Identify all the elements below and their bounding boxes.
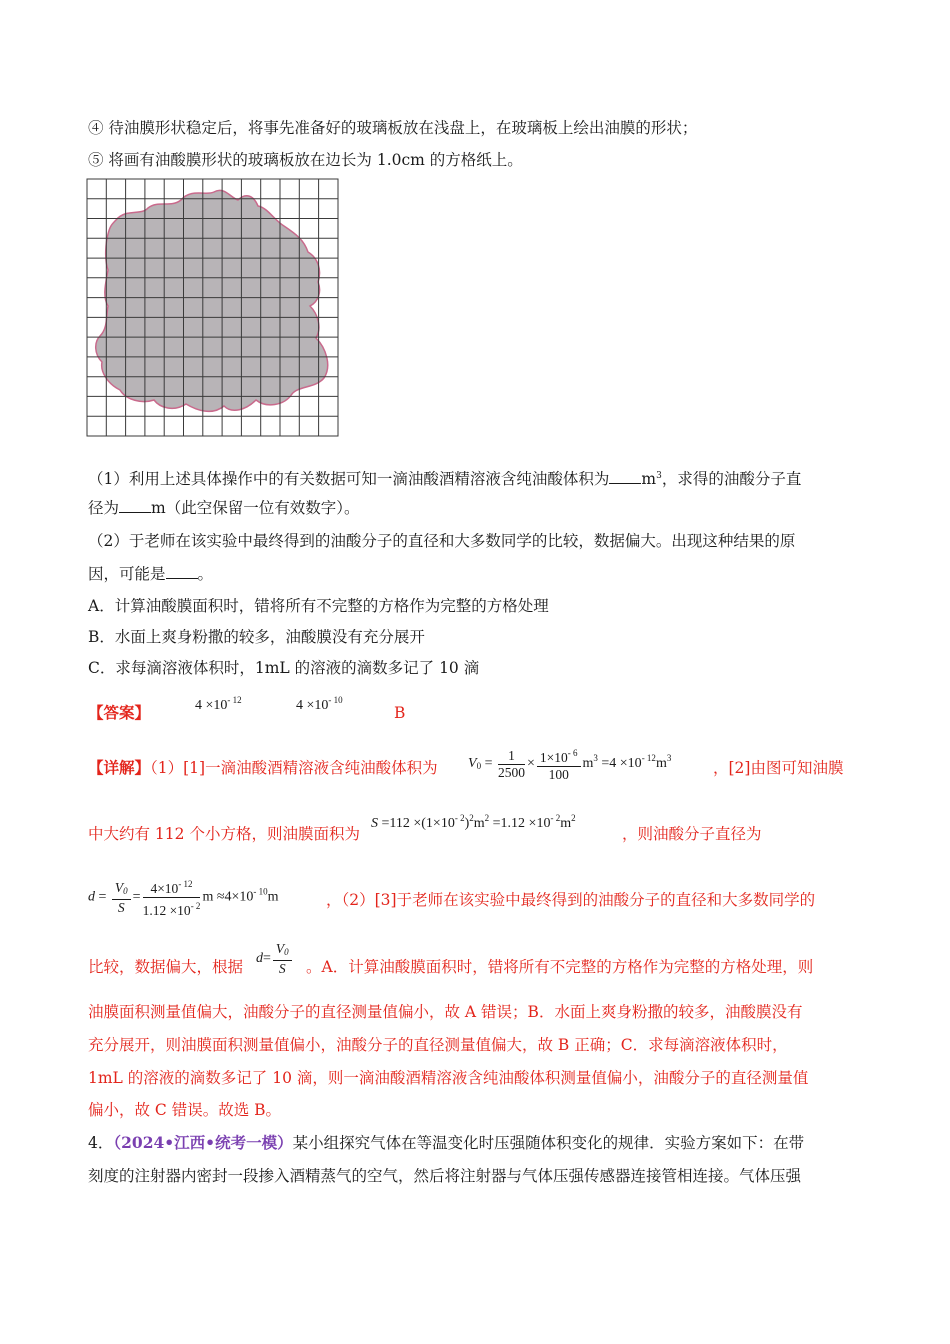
detail-text-8: 偏小，故 C 错误。故选 B。 — [88, 1101, 282, 1119]
step-5: ⑤ 将画有油酸膜形状的玻璃板放在边长为 1.0cm 的方格纸上。 — [88, 151, 523, 169]
formula-v0-eq: = — [484, 756, 493, 772]
fraction-d2-den-base: 1.12 ×10 — [142, 903, 191, 918]
formula-v0-sub: 0 — [476, 761, 482, 772]
option-a: A．计算油酸膜面积时，错将所有不完整的方格作为完整的方格处理 — [88, 597, 549, 615]
question-2-end: 。 — [197, 565, 214, 583]
formula-s-expr5: m — [560, 816, 572, 831]
fraction-d-short-den: S — [278, 961, 286, 976]
formula-v0-lhs: V — [468, 756, 477, 772]
detail-text-4a: 比较，数据偏大，根据 — [88, 958, 244, 976]
oil-film-grid-figure — [86, 178, 340, 438]
detail-text-7: 1mL 的溶液的滴数多记了 10 滴，则一滴油酸酒精溶液含纯油酸体积测量值偏小，油酸分子的直径测量值 — [88, 1069, 809, 1087]
formula-d-short-eq: = — [263, 951, 271, 967]
answer-1 — [195, 690, 242, 716]
question-1-unit: m — [641, 470, 657, 488]
question-4-text-a: 某小组探究气体在等温变化时压强随体积变化的规律．实验方案如下：在带 — [292, 1134, 805, 1152]
question-4-source-tag: （2024•江西•统考一模） — [113, 1133, 293, 1152]
formula-d-result-exp: - 10 — [253, 886, 268, 897]
option-b: B．水面上爽身粉撒的较多，油酸膜没有充分展开 — [88, 628, 425, 646]
detail-text-2b: ，则油酸分子直径为 — [622, 825, 762, 843]
fraction-d2 — [143, 876, 201, 919]
fraction-2-num-exp: - 6 — [567, 748, 578, 758]
fraction-d-short-num-base: V — [275, 941, 285, 956]
fraction-d-short-num — [273, 941, 292, 961]
formula-d-result-unit: m — [267, 889, 279, 905]
fraction-2 — [537, 745, 581, 783]
oil-film-shape — [96, 190, 328, 411]
answer-1-base: 4 ×10 — [195, 698, 228, 713]
formula-d-lhs: d — [88, 889, 95, 905]
option-c: C．求每滴溶液体积时，1mL 的溶液的滴数多记了 10 滴 — [88, 659, 480, 677]
question-2-text-b: 因，可能是 — [88, 565, 166, 583]
fraction-d-short — [273, 941, 292, 977]
fraction-d-num — [112, 880, 131, 900]
detail-line-1 — [88, 758, 438, 778]
fraction-d2-den-exp: - 2 — [190, 901, 201, 911]
detail-text-5: 油膜面积测量值偏大，油酸分子的直径测量值偏小，故 A 错误；B．水面上爽身粉撒的较多，油酸膜没有 — [88, 1003, 803, 1021]
question-4-line-2: 刻度的注射器内密封一段掺入酒精蒸气的空气，然后将注射器与气体压强传感器连接管相连接。气体压强 — [88, 1167, 802, 1185]
fraction-2-num-base: 1×10 — [539, 750, 568, 765]
fraction-d2-den — [143, 898, 201, 919]
formula-v0-result-unit: m — [655, 756, 667, 772]
formula-v0 — [468, 745, 671, 783]
formula-s-expr3: m — [473, 816, 485, 831]
formula-d-eq-2: = — [132, 889, 141, 905]
answer-2-exp: - 10 — [328, 695, 343, 705]
times-sign: × — [526, 756, 535, 772]
fraction-d2-num-base: 4×10 — [150, 881, 179, 896]
fraction-1 — [498, 748, 525, 781]
question-1-text-c: 径为 — [88, 499, 120, 517]
question-2-line-2 — [88, 564, 213, 584]
fraction-d-den: S — [117, 899, 125, 915]
formula-v0-unit: m — [582, 756, 594, 772]
question-4-line-1 — [88, 1133, 804, 1153]
fraction-d-num-sub: 0 — [123, 885, 128, 896]
formula-s-expr-exp: - 2 — [454, 813, 465, 823]
detail-text-1a: （1）[1]一滴油酸酒精溶液含纯油酸体积为 — [150, 759, 438, 777]
formula-v0-result-unit-exp: 3 — [666, 753, 672, 764]
formula-s-expr5-exp: 2 — [571, 813, 576, 823]
question-2-line-1: （2）于老师在该实验中最终得到的油酸分子的直径和大多数同学的比较，数据偏大。出现这种结果的原 — [88, 532, 796, 550]
formula-v0-result: =4 ×10 — [601, 756, 642, 772]
fraction-d2-num — [143, 876, 201, 898]
formula-v0-unit-exp: 3 — [593, 753, 598, 764]
detail-text-6: 充分展开，则油膜面积测量值偏小，油酸分子的直径测量值偏大，故 B 正确；C．求每滴溶液体积时， — [88, 1036, 788, 1054]
answer-blank-3[interactable] — [166, 564, 198, 579]
answer-2-base: 4 ×10 — [296, 698, 329, 713]
fraction-2-num — [537, 745, 581, 767]
detail-text-4b: 。A．计算油酸膜面积时，错将所有不完整的方格作为完整的方格处理，则 — [306, 958, 814, 976]
fraction-d-num-base: V — [114, 879, 124, 895]
detail-text-2a: 中大约有 112 个小方格，则油膜面积为 — [88, 825, 360, 843]
fraction-d2-num-exp: - 12 — [178, 879, 193, 889]
fraction-d-short-num-sub: 0 — [284, 947, 289, 957]
question-1-text: （1）利用上述具体操作中的有关数据可知一滴油酸酒精溶液含纯油酸体积为 — [88, 470, 610, 488]
formula-d — [88, 876, 279, 919]
question-1-line-1: （1）利用上述具体操作中的有关数据可知一滴油酸酒精溶液含纯油酸体积为 $m^3$，求得的油酸分子直 — [88, 470, 802, 488]
formula-d-short-lhs: d — [256, 951, 263, 967]
question-1-text-d: m（此空保留一位有效数字）。 — [151, 499, 360, 517]
step-4: ④ 待油膜形状稳定后，将事先准备好的玻璃板放在浅盘上，在玻璃板上绘出油膜的形状； — [88, 119, 698, 137]
answer-2 — [296, 690, 343, 716]
question-1-line-2 — [88, 498, 359, 518]
formula-s-expr2-exp: 2 — [469, 813, 474, 823]
answer-3: B — [394, 704, 406, 722]
fraction-1-den: 2500 — [497, 764, 525, 780]
detail-text-1b: ，[2]由图可知油膜 — [713, 759, 844, 777]
answer-label: 【答案】 — [88, 703, 151, 722]
detail-text-3b: ，（2）[3]于老师在该实验中最终得到的油酸分子的直径和大多数同学的 — [326, 891, 816, 909]
formula-s-expr3-exp: 2 — [484, 813, 490, 823]
formula-s-expr: =112 ×(1×10 — [381, 816, 455, 831]
question-4-number: 4． — [88, 1134, 114, 1152]
fraction-1-num: 1 — [498, 748, 525, 765]
formula-s-expr2: ) — [464, 816, 470, 831]
formula-s-lhs: S — [371, 816, 378, 831]
answer-blank-2[interactable] — [119, 498, 151, 513]
answer-blank-1[interactable] — [609, 469, 641, 484]
question-1-text-b: ，求得的油酸分子直 — [661, 470, 802, 488]
formula-s-expr4-exp: - 2 — [550, 813, 561, 823]
formula-d-eq: = — [98, 889, 107, 905]
formula-s-expr4: =1.12 ×10 — [492, 816, 551, 831]
detail-label: 【详解】 — [88, 758, 151, 777]
formula-v0-result-exp: - 12 — [641, 753, 656, 764]
fraction-2-den: 100 — [548, 767, 569, 782]
formula-d-short — [256, 941, 294, 977]
formula-s — [371, 808, 576, 834]
answer-1-exp: - 12 — [227, 695, 242, 705]
formula-d-result: m ≈4×10 — [202, 889, 254, 905]
fraction-d — [112, 880, 131, 916]
